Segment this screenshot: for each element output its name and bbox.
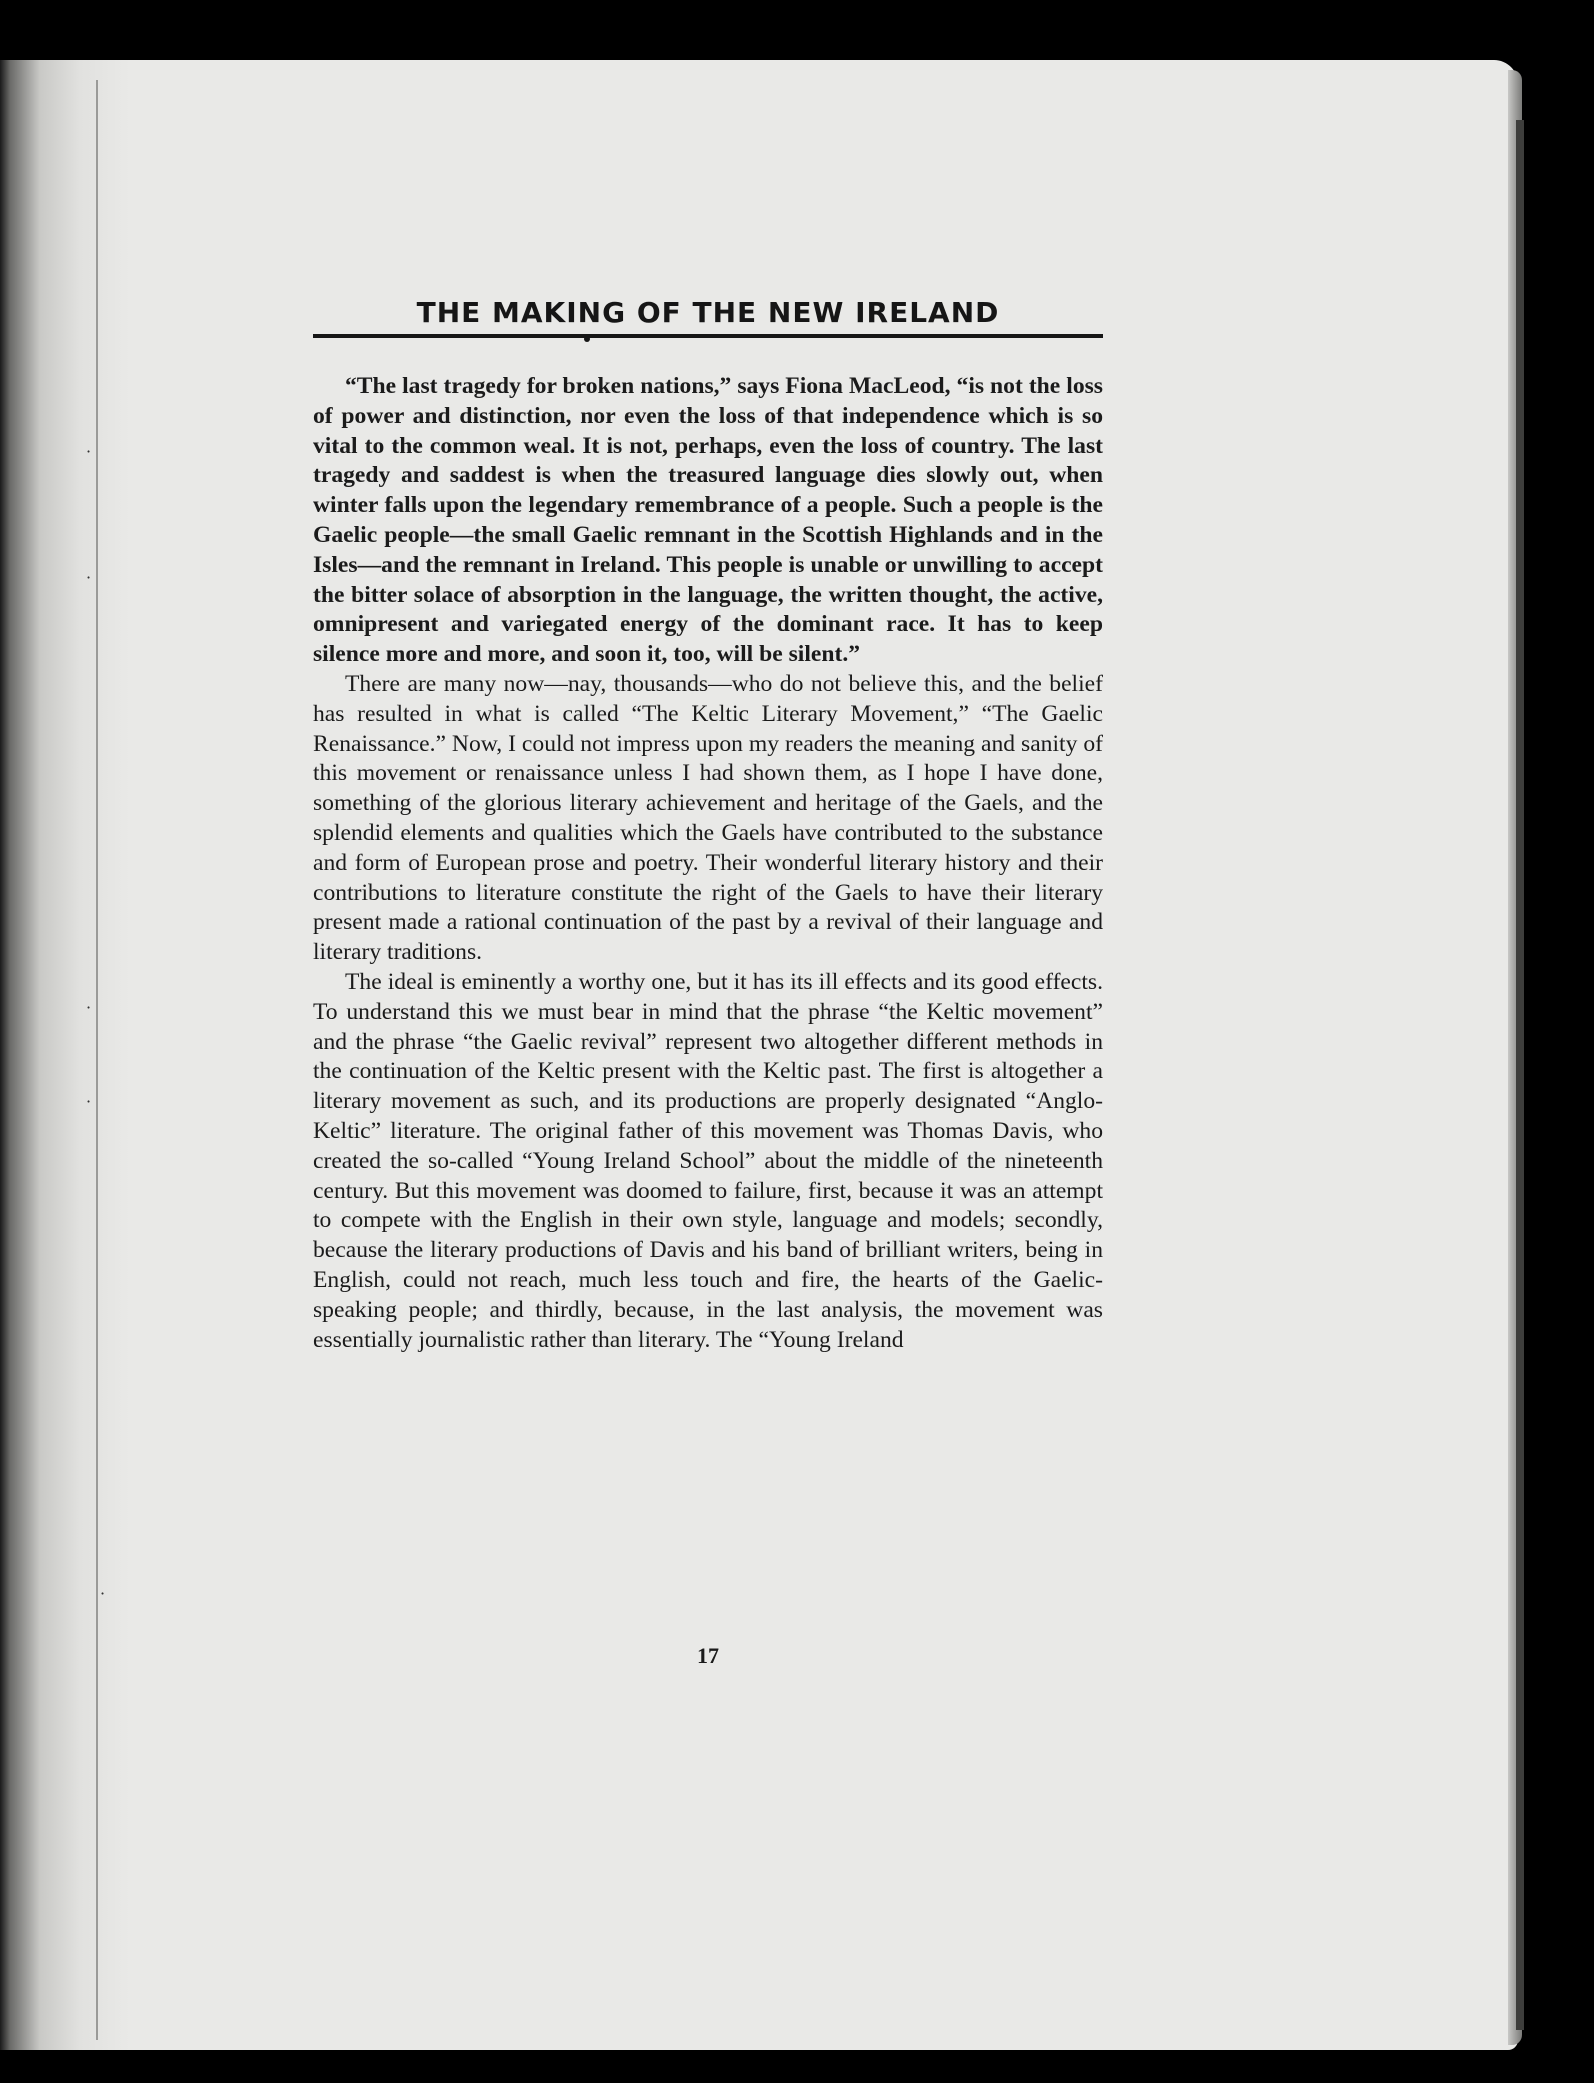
margin-speck: · bbox=[86, 568, 92, 587]
body-paragraph: There are many now—nay, thousands—who do not believe this, and the belief has resulted in what is called “The Keltic Literary Movement,” “The Gaelic Renaissance.” Now, I could not impress upon my readers the meaning and sanity of this movement or renaissance unless I had shown them, as I hope I have done, something of the glorious literary achievement and heritage of the Gaels, and the splendid elements and qualities which the Gaels have contributed to the substance and form of European prose and poetry. Their wonderful literary history and their contributions to literature constitute the right of the Gaels to have their literary present made a rational continuation of the past by a revival of their language and literary traditions. bbox=[313, 670, 1103, 966]
margin-speck: · bbox=[86, 998, 92, 1017]
quotation-paragraph: “The last tragedy for broken nations,” says Fiona MacLeod, “is not the loss of power and distinction, nor even the loss of that independence which is so vital to the common weal. It is not, perhaps, even the loss of country. The last tragedy and saddest is when the treasured language dies slowly out, when winter falls upon the legendary remembrance of a people. Such a people is the Gaelic people—the small Gaelic remnant in the Scottish Highlands and in the Isles—and the remnant in Ireland. This people is unable or unwilling to accept the bitter solace of absorption in the language, the written thought, the active, omnipresent and variegated energy of the dominant race. It has to keep silence more and more, and soon it, too, will be silent.” bbox=[313, 373, 1103, 668]
running-head: THE MAKING OF THE NEW IRELAND bbox=[416, 296, 1000, 329]
page-number: 17 bbox=[697, 1643, 719, 1668]
body-text bbox=[313, 372, 1103, 1355]
header-rule bbox=[313, 334, 1103, 338]
body-paragraph: The ideal is eminently a worthy one, but it has its ill effects and its good effects. To understand this we must bear in mind that the phrase “the Keltic movement” and the phrase “the Gaelic revival” represent two altogether different methods in the continuation of the Keltic present with the Keltic past. The first is altogether a literary movement as such, and its productions are properly designated “Anglo-Keltic” literature. The original father of this movement was Thomas Davis, who created the so-called “Young Ireland School” about the middle of the nineteenth century. But this movement was doomed to failure, first, because it was an attempt to compete with the English in their own style, language and models; secondly, because the literary productions of Davis and his band of brilliant writers, being in English, could not reach, much less touch and fire, the hearts of the Gaelic-speaking people; and thirdly, because, in the last analysis, the movement was essentially journalistic rather than literary. The “Young Ireland bbox=[313, 968, 1103, 1353]
header-rule-dot bbox=[584, 336, 590, 342]
page-edge-shadow bbox=[1516, 120, 1524, 2030]
margin-speck: · bbox=[86, 1092, 92, 1111]
binding-crease bbox=[96, 80, 98, 2040]
margin-speck: · bbox=[100, 1584, 106, 1603]
binding-shadow bbox=[0, 60, 130, 2050]
margin-speck: · bbox=[86, 442, 92, 461]
